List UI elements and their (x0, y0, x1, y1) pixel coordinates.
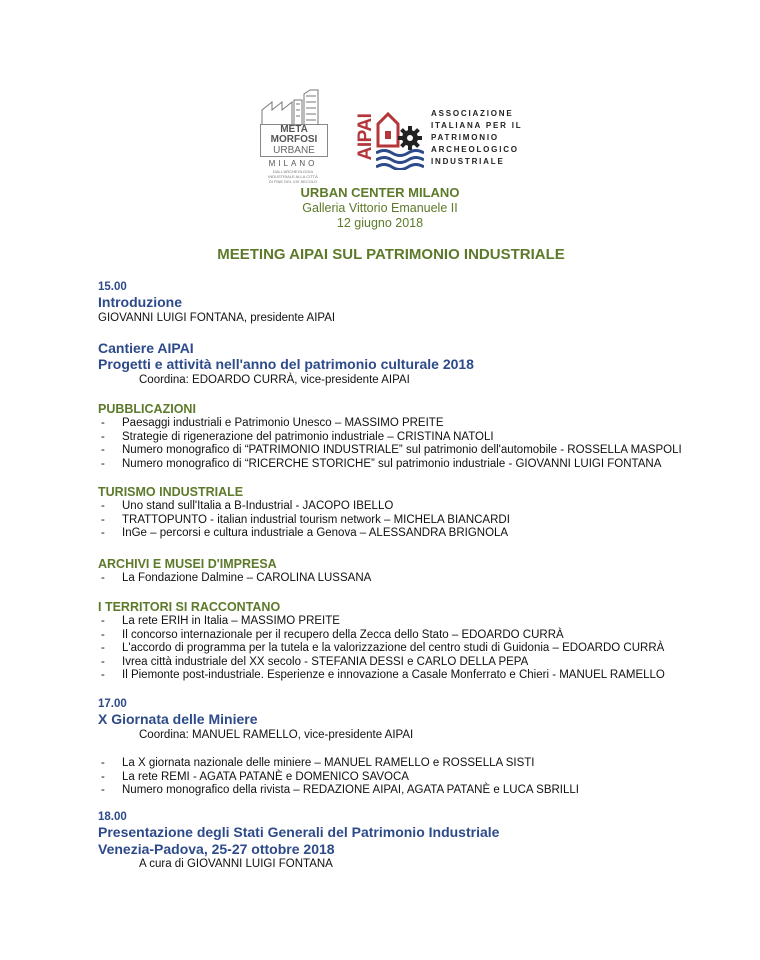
aipai-logo (352, 106, 523, 170)
list-item-text: Uno stand sull'Italia a B-Industrial - JACOPO IBELLO (122, 500, 394, 512)
bullet-dash: - (101, 757, 105, 769)
bullet-dash: - (101, 500, 105, 512)
mines-list (98, 757, 579, 798)
session-coordinator: Coordina: EDOARDO CURRÀ, vice-presidente AIPAI (139, 374, 410, 386)
section-heading: I TERRITORI SI RACCONTANO (98, 600, 281, 614)
list-item-text: Il Piemonte post-industriale. Esperienze e innovazione a Casale Monferrato e Chieri - MANUEL RAMELLO (122, 669, 665, 681)
list-item (98, 615, 665, 629)
session-title: Introduzione (98, 294, 182, 310)
meta-logo-subtitle-line: DALL'ARCHEOLOGIA (272, 169, 314, 174)
aipai-name-line: INDUSTRIALE (431, 157, 505, 166)
meta-logo-city: MILANO (268, 159, 318, 168)
list-item (98, 572, 371, 586)
list-item-text: La X giornata nazionale delle miniere – MANUEL RAMELLO e ROSSELLA SISTI (122, 757, 535, 769)
bullet-dash: - (101, 669, 105, 681)
event-date: 12 giugno 2018 (336, 216, 424, 230)
bullet-dash: - (101, 513, 105, 526)
aipai-name-line: ITALIANA PER IL (431, 121, 523, 130)
section-heading: PUBBLICAZIONI (98, 402, 196, 416)
territories-list (98, 615, 665, 683)
list-item (98, 669, 665, 683)
bullet-dash: - (101, 430, 105, 443)
session-title: Cantiere AIPAI (98, 340, 194, 356)
venue-title: URBAN CENTER MILANO (300, 185, 460, 200)
list-item-text: La rete REMI - AGATA PATANÈ e DOMENICO SAVOCA (122, 770, 409, 783)
list-item (98, 757, 579, 771)
factory-gear-wave-icon (376, 106, 424, 170)
metamorfosi-logo (260, 88, 326, 186)
list-item (98, 500, 510, 514)
tourism-list (98, 500, 510, 541)
list-item-text: Numero monografico di “RICERCHE STORICHE” sul patrimonio industriale - GIOVANNI LUIGI FONTANA (122, 457, 662, 470)
list-item (98, 784, 579, 798)
list-item (98, 527, 510, 541)
bullet-dash: - (101, 615, 105, 627)
building-skyline-icon (260, 88, 326, 124)
list-item-text: Numero monografico della rivista – REDAZIONE AIPAI, AGATA PATANÈ e LUCA SBRILLI (122, 784, 579, 796)
list-item (98, 514, 510, 528)
bullet-dash: - (101, 770, 105, 783)
session-subtitle: Venezia-Padova, 25-27 ottobre 2018 (98, 841, 335, 857)
publications-list (98, 417, 682, 471)
meta-logo-subtitle-line: DI FINE DEL XXI SECOLO (268, 179, 318, 184)
list-item (98, 458, 682, 472)
bullet-dash: - (101, 572, 105, 584)
meta-logo-subtitle (260, 169, 326, 184)
section-heading: ARCHIVI E MUSEI D'IMPRESA (98, 557, 277, 571)
aipai-name (431, 108, 522, 168)
aipai-name-line: PATRIMONIO (431, 133, 499, 142)
list-item-text: Ivrea città industriale del XX secolo - STEFANIA DESSI e CARLO DELLA PEPA (122, 655, 529, 668)
session-title: Presentazione degli Stati Generali del Patrimonio Industriale (98, 824, 500, 840)
session-title: X Giornata delle Miniere (98, 711, 258, 727)
list-item-text: L'accordo di programma per la tutela e la valorizzazione del centro studi di Guidonia – EDOARDO CURRÀ (122, 642, 665, 654)
session-time: 15.00 (98, 281, 127, 293)
list-item-text: La Fondazione Dalmine – CAROLINA LUSSANA (122, 572, 372, 584)
list-item-text: TRATTOPUNTO - italian industrial tourism network – MICHELA BIANCARDI (122, 513, 510, 526)
bullet-dash: - (101, 655, 105, 668)
session-time: 17.00 (98, 698, 127, 710)
list-item (98, 642, 665, 656)
session-curator: A cura di GIOVANNI LUIGI FONTANA (139, 858, 333, 870)
meta-logo-line2: MORFOSI (270, 134, 318, 145)
aipai-name-line: ARCHEOLOGICO (431, 145, 519, 154)
list-item (98, 431, 682, 445)
bullet-dash: - (101, 628, 105, 641)
list-item (98, 444, 682, 458)
list-item-text: InGe – percorsi e cultura industriale a Genova – ALESSANDRA BRIGNOLA (122, 527, 509, 539)
meta-logo-line3: URBANE (273, 145, 315, 156)
bullet-dash: - (101, 784, 105, 796)
meta-logo-subtitle-line: INDUSTRIALE ALLA CITTÀ (268, 174, 318, 179)
list-item-text: Strategie di rigenerazione del patrimonio industriale – CRISTINA NATOLI (122, 430, 494, 443)
session-subtitle: Progetti e attività nell'anno del patrimonio culturale 2018 (98, 356, 474, 372)
aipai-name-line: ASSOCIAZIONE (431, 109, 514, 118)
session-time: 18.00 (98, 811, 127, 823)
list-item-text: Numero monografico di “PATRIMONIO INDUSTRIALE” sul patrimonio dell'automobile - ROSSELLA MASPOLI (122, 444, 682, 456)
list-item (98, 629, 665, 643)
session-speaker: GIOVANNI LUIGI FONTANA, presidente AIPAI (98, 312, 336, 324)
session-coordinator: Coordina: MANUEL RAMELLO, vice-presidente AIPAI (139, 729, 414, 741)
list-item-text: La rete ERIH in Italia – MASSIMO PREITE (122, 615, 340, 627)
bullet-dash: - (101, 417, 105, 429)
list-item (98, 417, 682, 431)
aipai-acronym: AIPAI (355, 113, 376, 161)
bullet-dash: - (101, 457, 105, 470)
archives-list (98, 572, 371, 586)
page-title: MEETING AIPAI SUL PATRIMONIO INDUSTRIALE (217, 246, 565, 263)
list-item-text: Paesaggi industriali e Patrimonio Unesco – MASSIMO PREITE (122, 417, 444, 429)
bullet-dash: - (101, 444, 105, 456)
list-item-text: Il concorso internazionale per il recupero della Zecca dello Stato – EDOARDO CURRÀ (122, 628, 564, 641)
bullet-dash: - (101, 642, 105, 654)
section-heading: TURISMO INDUSTRIALE (98, 485, 244, 499)
list-item (98, 656, 665, 670)
list-item (98, 771, 579, 785)
meta-logo-line1: META (280, 124, 308, 135)
venue-address: Galleria Vittorio Emanuele II (302, 201, 458, 215)
bullet-dash: - (101, 527, 105, 539)
